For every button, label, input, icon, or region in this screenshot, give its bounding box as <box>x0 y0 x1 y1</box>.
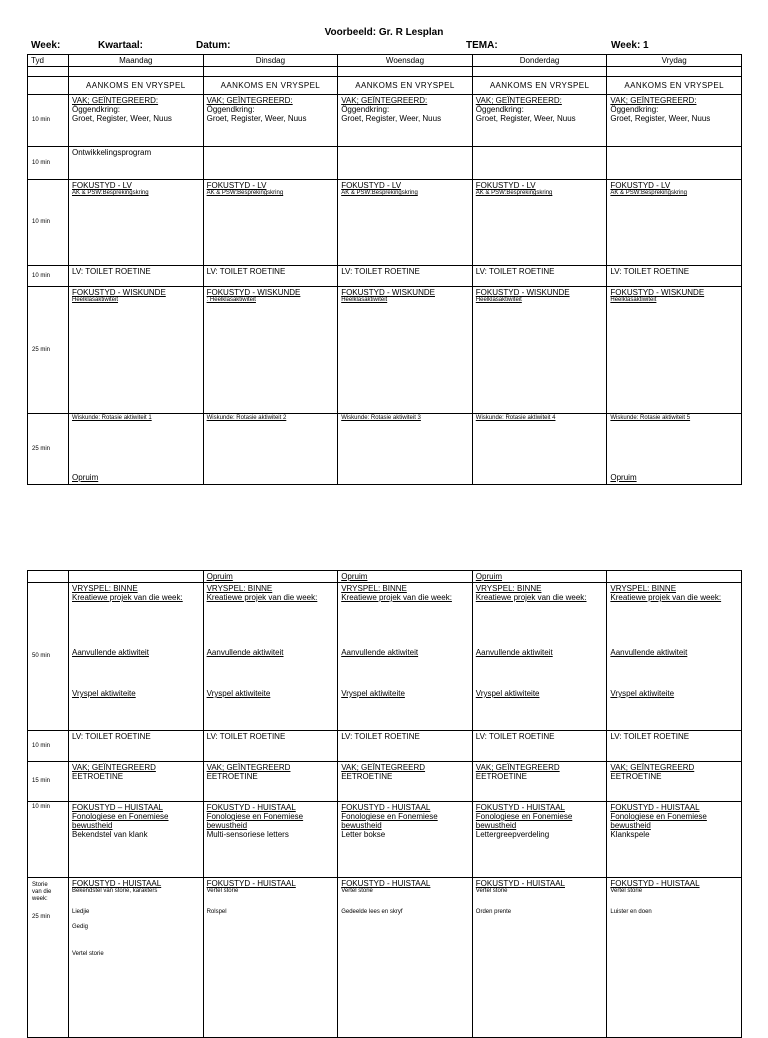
fonologie-cell: FOKUSTYD - HUISTAAL Fonologiese en Fonemiese bewustheid Multi-sensoriese letters <box>203 802 338 878</box>
toilet-cell: LV: TOILET ROETINE <box>69 266 204 287</box>
fokus-lv-cell: FOKUSTYD - LV AK & PSW:Besprekingskring <box>472 180 607 266</box>
fonologie-cell: FOKUSTYD - HUISTAAL Fonologiese en Fonemiese bewustheid Klankspele <box>607 802 742 878</box>
page-title: Voorbeeld: Gr. R Lesplan <box>324 27 444 38</box>
tyd-header: Tyd <box>28 55 69 67</box>
rotasie-cell: Wiskunde: Rotasie aktiwiteit 1 Opruim <box>69 414 204 485</box>
toilet-cell: LV: TOILET ROETINE <box>203 731 338 762</box>
fokus-lv-cell: FOKUSTYD - LV AK & PSW:Besprekingskring <box>69 180 204 266</box>
time-cell: 10 min <box>28 731 69 762</box>
day-header-maandag: Maandag <box>69 55 204 67</box>
table-row <box>28 147 742 180</box>
week-label: Week: <box>31 40 61 51</box>
time-cell: 10 min <box>28 147 69 180</box>
storie-cell: FOKUSTYD - HUISTAAL Vertel storie Luister en doen <box>607 878 742 1038</box>
table-row <box>28 878 742 1038</box>
rotasie-cell: Wiskunde: Rotasie aktiwiteit 3 <box>338 414 473 485</box>
toilet-cell: LV: TOILET ROETINE <box>69 731 204 762</box>
toilet-cell: LV: TOILET ROETINE <box>472 266 607 287</box>
toilet-cell: LV: TOILET ROETINE <box>203 266 338 287</box>
table-row <box>28 414 742 485</box>
rotasie-cell: Wiskunde: Rotasie aktiwiteit 2 <box>203 414 338 485</box>
vryspel-cell: VRYSPEL: BINNE Kreatiewe projek van die week: Aanvullende aktiwiteit Vryspel aktiwiteite <box>607 583 742 731</box>
eet-cell: VAK; GEÏNTEGREERD EETROETINE <box>203 762 338 802</box>
lesson-plan-table-2 <box>27 570 742 1038</box>
time-cell: Storie van die week: 25 min <box>28 878 69 1038</box>
fokus-wiskunde-cell: FOKUSTYD - WISKUNDE Heelklasaktiwiteit <box>607 287 742 414</box>
opruim-cell: Opruim <box>203 571 338 583</box>
vryspel-cell: VRYSPEL: BINNE Kreatiewe projek van die week: Aanvullende aktiwiteit Vryspel aktiwiteite <box>69 583 204 731</box>
week-number: Week: 1 <box>611 40 649 51</box>
time-cell: 10 min <box>28 180 69 266</box>
table-row <box>28 67 742 77</box>
day-header-woensdag: Woensdag <box>338 55 473 67</box>
fokus-wiskunde-cell: FOKUSTYD - WISKUNDE Heelklasaktiwiteit <box>472 287 607 414</box>
table-row <box>28 77 742 95</box>
toilet-cell: LV: TOILET ROETINE <box>338 266 473 287</box>
rotasie-cell: Wiskunde: Rotasie aktiwiteit 4 <box>472 414 607 485</box>
vak-cell: VAK; GEÏNTEGREERD: Öggendkring: Groet, Register, Weer, Nuus <box>472 95 607 147</box>
table-row <box>28 55 742 67</box>
table-row <box>28 287 742 414</box>
time-cell: 50 min <box>28 583 69 731</box>
time-cell: 10 min <box>28 266 69 287</box>
opruim-cell: Opruim <box>338 571 473 583</box>
fokus-wiskunde-cell: FOKUSTYD - WISKUNDE Heelklasaktiwiteit <box>69 287 204 414</box>
toilet-cell: LV: TOILET ROETINE <box>607 266 742 287</box>
storie-cell: FOKUSTYD - HUISTAAL Vertel storie Orden prente <box>472 878 607 1038</box>
eet-cell: VAK; GEÏNTEGREERD EETROETINE <box>338 762 473 802</box>
table-row <box>28 762 742 802</box>
table-row <box>28 266 742 287</box>
eet-cell: VAK; GEÏNTEGREERD EETROETINE <box>69 762 204 802</box>
rotasie-cell: Wiskunde: Rotasie aktiwiteit 5 Opruim <box>607 414 742 485</box>
lesson-plan-table-1 <box>27 54 742 485</box>
aankoms-cell: AANKOMS EN VRYSPEL <box>203 77 338 95</box>
vak-cell: VAK; GEÏNTEGREERD: Öggendkring: Groet, Register, Weer, Nuus <box>607 95 742 147</box>
storie-cell: FOKUSTYD - HUISTAAL Vertel storie Gedeelde lees en skryf <box>338 878 473 1038</box>
fokus-wiskunde-cell: FOKUSTYD - WISKUNDE Heelklasaktiwiteit <box>338 287 473 414</box>
tema-label: TEMA: <box>466 40 498 51</box>
aankoms-cell: AANKOMS EN VRYSPEL <box>472 77 607 95</box>
time-cell: 10 min <box>28 95 69 147</box>
fonologie-cell: FOKUSTYD – HUISTAAL Fonologiese en Fonemiese bewustheid Bekendstel van klank <box>69 802 204 878</box>
toilet-cell: LV: TOILET ROETINE <box>472 731 607 762</box>
eet-cell: VAK; GEÏNTEGREERD EETROETINE <box>607 762 742 802</box>
fonologie-cell: FOKUSTYD - HUISTAAL Fonologiese en Fonemiese bewustheid Letter bokse <box>338 802 473 878</box>
day-header-dinsdag: Dinsdag <box>203 55 338 67</box>
vryspel-cell: VRYSPEL: BINNE Kreatiewe projek van die week: Aanvullende aktiwiteit Vryspel aktiwiteite <box>203 583 338 731</box>
time-cell: 25 min <box>28 414 69 485</box>
toilet-cell: LV: TOILET ROETINE <box>338 731 473 762</box>
vryspel-cell: VRYSPEL: BINNE Kreatiewe projek van die week: Aanvullende aktiwiteit Vryspel aktiwiteite <box>338 583 473 731</box>
vryspel-cell: VRYSPEL: BINNE Kreatiewe projek van die week: Aanvullende aktiwiteit Vryspel aktiwiteite <box>472 583 607 731</box>
datum-label: Datum: <box>196 40 231 51</box>
ontwikkeling-cell: Ontwikkelingsprogram <box>69 147 204 180</box>
table-row <box>28 583 742 731</box>
eet-cell: VAK; GEÏNTEGREERD EETROETINE <box>472 762 607 802</box>
table-row <box>28 731 742 762</box>
day-header-donderdag: Donderdag <box>472 55 607 67</box>
vak-cell: VAK; GEÏNTEGREERD: Öggendkring: Groet, Register, Weer, Nuus <box>69 95 204 147</box>
storie-cell: FOKUSTYD - HUISTAAL Vertel storie Rolspel <box>203 878 338 1038</box>
table-row <box>28 180 742 266</box>
time-cell: 25 min <box>28 287 69 414</box>
vak-cell: VAK; GEÏNTEGREERD: Öggendkring: Groet, Register, Weer, Nuus <box>203 95 338 147</box>
table-row <box>28 571 742 583</box>
fokus-lv-cell: FOKUSTYD - LV AK & PSW:Besprekingskring <box>203 180 338 266</box>
vak-cell: VAK; GEÏNTEGREERD: Öggendkring: Groet, Register, Weer, Nuus <box>338 95 473 147</box>
kwartaal-label: Kwartaal: <box>98 40 144 51</box>
table-row <box>28 95 742 147</box>
aankoms-cell: AANKOMS EN VRYSPEL <box>338 77 473 95</box>
opruim-cell: Opruim <box>472 571 607 583</box>
table-row <box>28 802 742 878</box>
fokus-lv-cell: FOKUSTYD - LV AK & PSW:Besprekingskring <box>338 180 473 266</box>
day-header-vrydag: Vrydag <box>607 55 742 67</box>
aankoms-cell: AANKOMS EN VRYSPEL <box>607 77 742 95</box>
fokus-wiskunde-cell: FOKUSTYD - WISKUNDE : Heelklasaktiwiteit <box>203 287 338 414</box>
fokus-lv-cell: FOKUSTYD - LV AK & PSW:Besprekingskring <box>607 180 742 266</box>
time-cell: 10 min <box>28 802 69 878</box>
fonologie-cell: FOKUSTYD - HUISTAAL Fonologiese en Fonemiese bewustheid Lettergreepverdeling <box>472 802 607 878</box>
storie-cell: FOKUSTYD - HUISTAAL Bekendstel van storie, karakters Liedjie Gedig Vertel storie <box>69 878 204 1038</box>
time-cell: 15 min <box>28 762 69 802</box>
aankoms-cell: AANKOMS EN VRYSPEL <box>69 77 204 95</box>
toilet-cell: LV: TOILET ROETINE <box>607 731 742 762</box>
